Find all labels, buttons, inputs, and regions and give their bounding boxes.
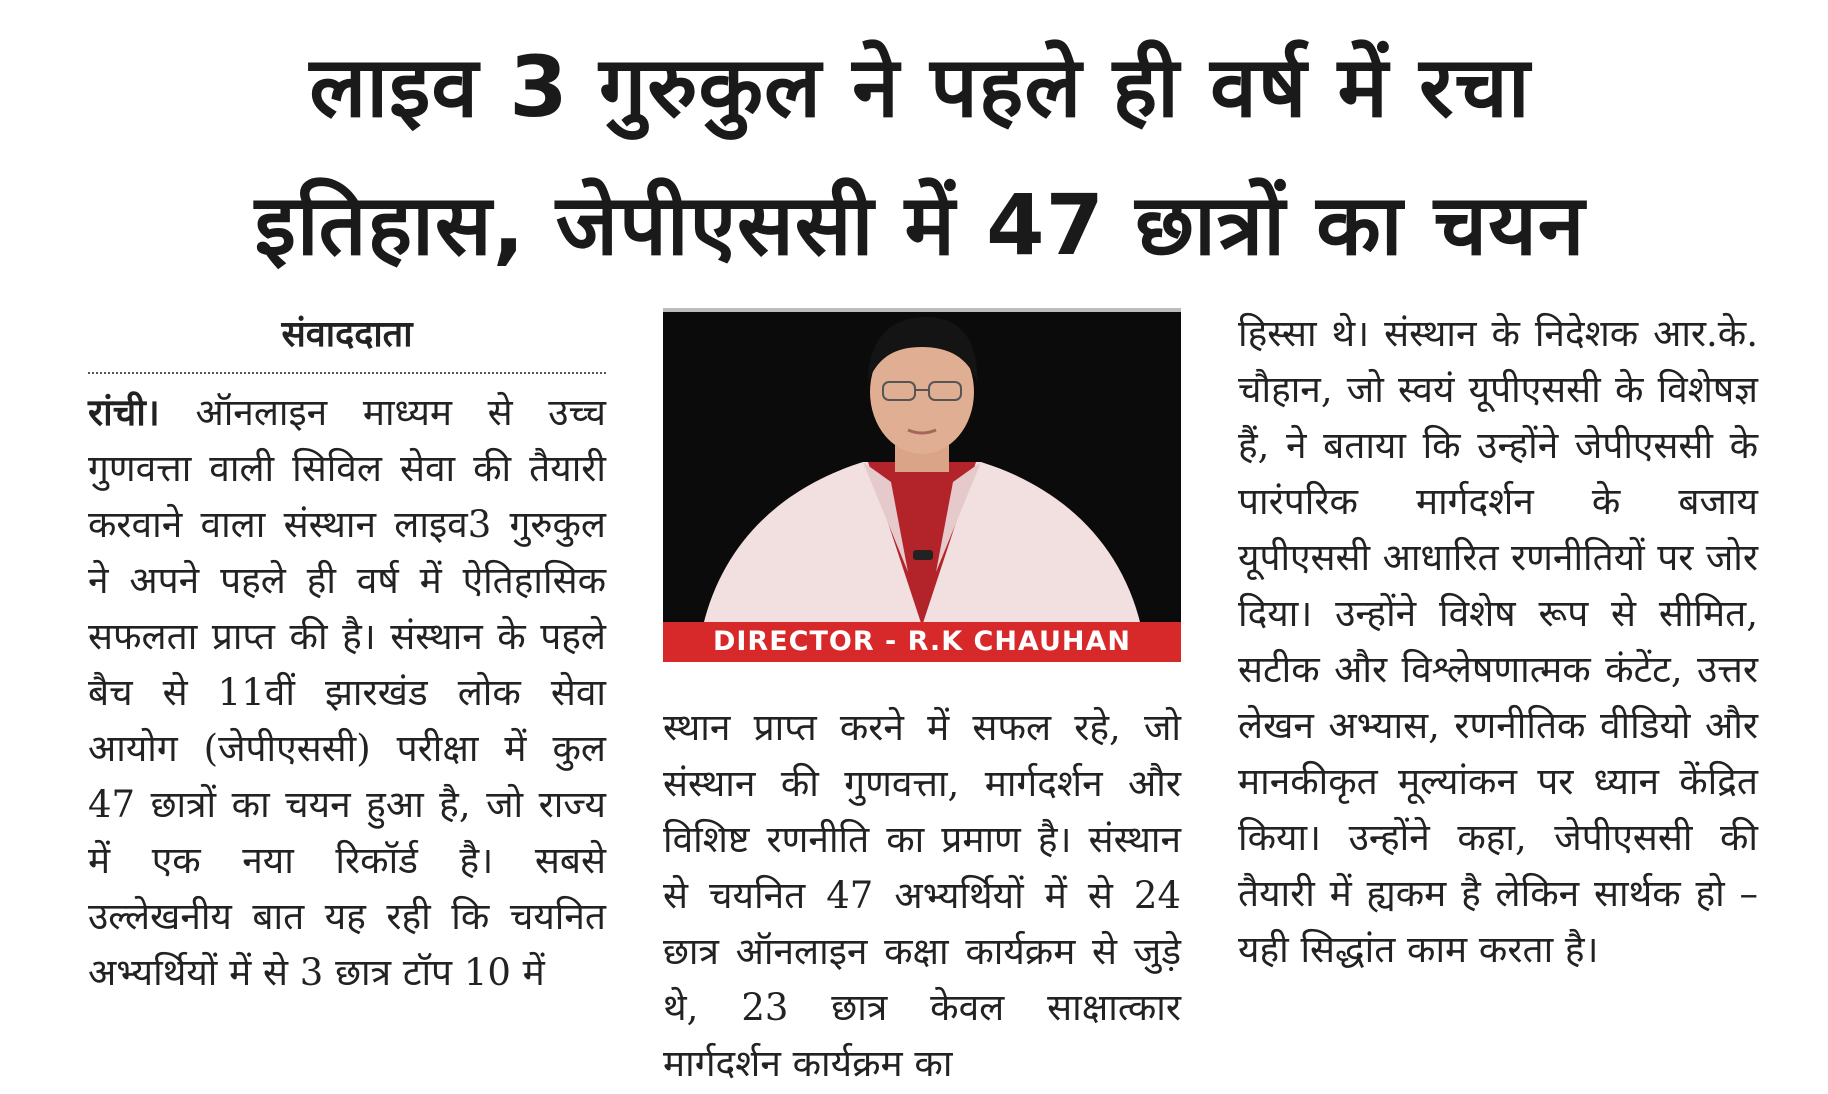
director-portrait — [663, 312, 1181, 626]
headline-line-1: लाइव 3 गुरुकुल ने पहले ही वर्ष में रचा — [309, 38, 1531, 136]
dateline: रांची। — [88, 390, 160, 434]
byline: संवाददाता — [88, 306, 606, 374]
headline-line-2: इतिहास, जेपीएससी में 47 छात्रों का चयन — [254, 176, 1586, 274]
article-column-1 — [88, 306, 606, 1001]
photo-caption: DIRECTOR - R.K CHAUHAN — [663, 622, 1181, 662]
article-text-3: हिस्सा थे। संस्थान के निदेशक आर.के. चौहान, जो स्वयं यूपीएससी के विशेषज्ञ हैं, ने बताया कि उन्होंने जेपीएससी के पारंपरिक मार्गदर्शन के बजाय यूपीएससी आधारित रणनीतियों पर जोर दिया। उन्होंने विशेष रूप से सीमित, सटीक और विश्लेषणात्मक कंटेंट, उत्तर लेखन अभ्यास, रणनीतिक वीडियो और मानकीकृत मूल्यांकन पर ध्यान केंद्रित किया। उन्होंने कहा, जेपीएससी की तैयारी में ह्यकम है लेकिन सार्थक हो – यही सिद्धांत काम करता है। — [1238, 312, 1758, 971]
article-text-2: स्थान प्राप्त करने में सफल रहे, जो संस्थान की गुणवत्ता, मार्गदर्शन और विशिष्ट रणनीति का प्रमाण है। संस्थान से चयनित 47 अभ्यर्थियों में से 24 छात्र ऑनलाइन कक्षा कार्यक्रम से जुड़े थे, 23 छात्र केवल साक्षात्कार मार्गदर्शन कार्यक्रम का — [663, 706, 1181, 1085]
article-paragraph-1 — [88, 384, 606, 1001]
article-text-1: ऑनलाइन माध्यम से उच्च गुणवत्ता वाली सिविल सेवा की तैयारी करवाने वाला संस्थान लाइव3 गुरुकुल ने अपने पहले ही वर्ष में ऐतिहासिक सफलता प्राप्त की है। संस्थान के पहले बैच से 11वीं झारखंड लोक सेवा आयोग (जेपीएससी) परीक्षा में कुल 47 छात्रों का चयन हुआ है, जो राज्य में एक नया रिकॉर्ड है। सबसे उल्लेखनीय बात यह रही कि चयनित अभ्यर्थियों में से 3 छात्र टॉप 10 में — [88, 391, 606, 994]
director-photo — [663, 308, 1181, 662]
article-column-2 — [663, 700, 1181, 1092]
article-column-3 — [1238, 306, 1758, 978]
headline — [80, 18, 1760, 294]
